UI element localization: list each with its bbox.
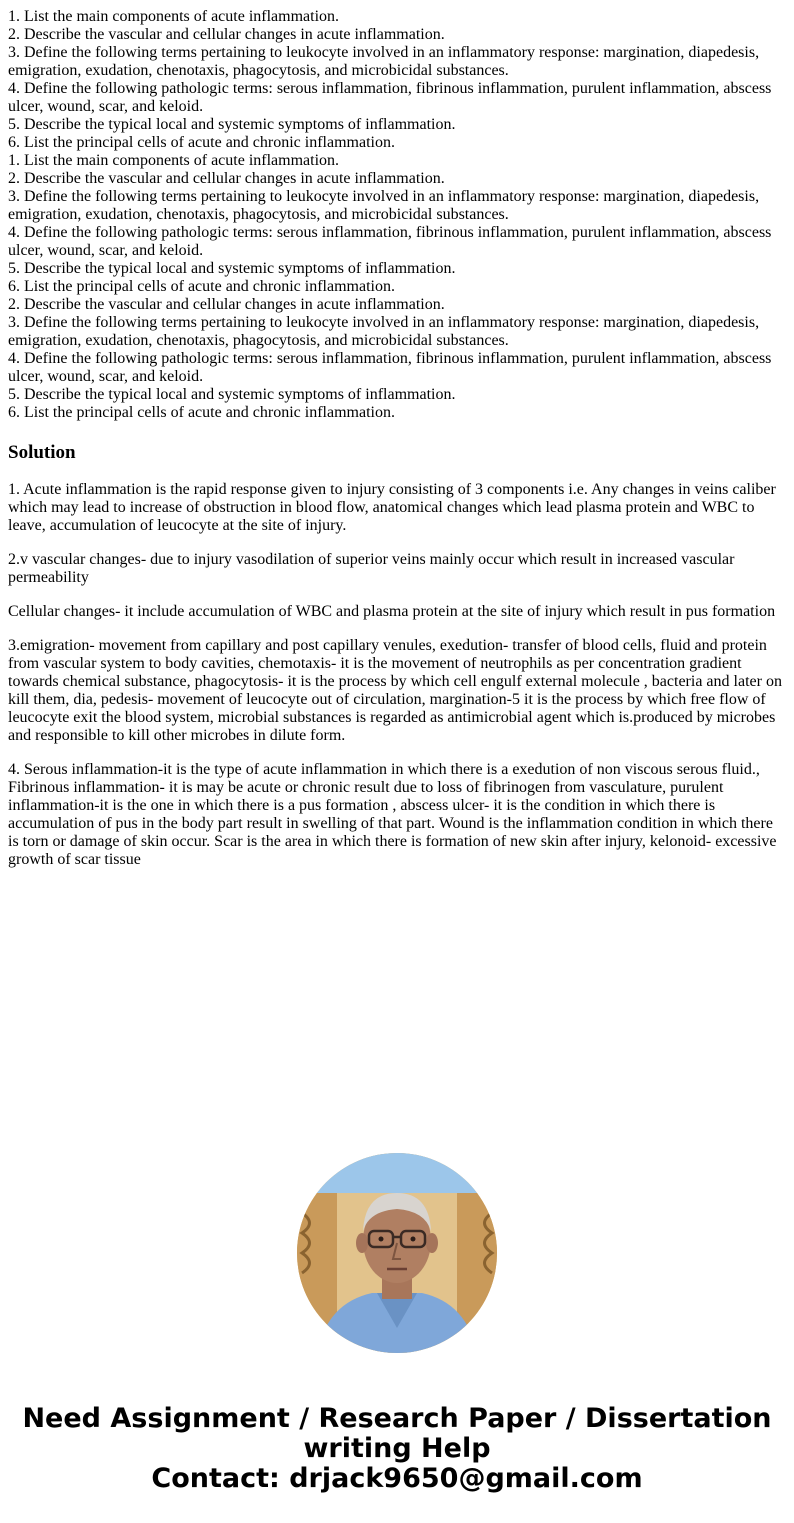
solution-body bbox=[8, 481, 786, 885]
contact-email: Contact: drjack9650@gmail.com bbox=[151, 1463, 643, 1494]
question-item: 5. Describe the typical local and systemic symptoms of inflammation. bbox=[8, 116, 456, 133]
author-portrait-illustration bbox=[297, 1153, 497, 1353]
question-item: 5. Describe the typical local and systemic symptoms of inflammation. bbox=[8, 260, 456, 277]
question-item: 5. Describe the typical local and systemic symptoms of inflammation. bbox=[8, 386, 456, 403]
question-item: 4. Define the following pathologic terms: serous inflammation, fibrinous inflammation, purulent inflammation, abscess ulcer, wound, scar, and keloid. bbox=[8, 350, 772, 385]
question-item: 3. Define the following terms pertaining to leukocyte involved in an inflammatory response: margination, diapedesis, emigration, exudation, chenotaxis, phagocytosis, and microbicidal substances. bbox=[8, 44, 760, 79]
solution-paragraph: 1. Acute inflammation is the rapid response given to injury consisting of 3 components i.e. Any changes in veins caliber which may lead to increase of obstruction in blood flow, anatomical changes which lead plasma protein and WBC to leave, accumulation of leucocyte at the site of injury. bbox=[8, 481, 776, 534]
solution-paragraph: 4. Serous inflammation-it is the type of acute inflammation in which there is a exedution of non viscous serous fluid., Fibrinous inflammation- it is may be acute or chronic result due to loss of fibrinogen from vasculature, purulent inflammation-it is the one in which there is a pus formation , abscess ulcer- it is the condition in which there is accumulation of pus in the body part result in swelling of that part. Wound is the inflammation condition in which there is torn or damage of skin occur. Scar is the area in which there is formation of new skin after injury, kelonoid- excessive growth of scar tissue bbox=[8, 761, 777, 868]
question-item: 3. Define the following terms pertaining to leukocyte involved in an inflammatory response: margination, diapedesis, emigration, exudation, chenotaxis, phagocytosis, and microbicidal substances. bbox=[8, 188, 760, 223]
question-item: 3. Define the following terms pertaining to leukocyte involved in an inflammatory response: margination, diapedesis, emigration, exudation, chenotaxis, phagocytosis, and microbicidal substances. bbox=[8, 314, 760, 349]
question-item: 4. Define the following pathologic terms: serous inflammation, fibrinous inflammation, purulent inflammation, abscess ulcer, wound, scar, and keloid. bbox=[8, 224, 772, 259]
question-item: 2. Describe the vascular and cellular changes in acute inflammation. bbox=[8, 170, 445, 187]
contact-banner bbox=[0, 1404, 794, 1494]
solution-paragraph: Cellular changes- it include accumulation of WBC and plasma protein at the site of injury which result in pus formation bbox=[8, 603, 776, 620]
solution-heading: Solution bbox=[8, 442, 76, 463]
question-item: 2. Describe the vascular and cellular changes in acute inflammation. bbox=[8, 26, 445, 43]
solution-paragraph: 2.v vascular changes- due to injury vasodilation of superior veins mainly occur which result in increased vascular permeability bbox=[8, 551, 735, 586]
solution-paragraph: 3.emigration- movement from capillary and post capillary venules, exedution- transfer of blood cells, fluid and protein from vascular system to body cavities, chemotaxis- it is the movement of neutrophils as per concentration gradient towards chemical substance, phagocytosis- it is the process by which cell engulf external molecule , bacteria and later on kill them, dia, pedesis- movement of leucocyte out of circulation, margination-5 it is the process by which free flow of leucocyte exit the blood system, microbial substances is regarded as antimicrobial agent which is.produced by microbes and responsible to kill other microbes in dilute form. bbox=[8, 637, 782, 744]
author-avatar bbox=[297, 1153, 497, 1353]
question-item: 6. List the principal cells of acute and chronic inflammation. bbox=[8, 134, 395, 151]
question-item: 1. List the main components of acute inflammation. bbox=[8, 152, 340, 169]
question-item: 6. List the principal cells of acute and chronic inflammation. bbox=[8, 278, 395, 295]
question-item: 4. Define the following pathologic terms: serous inflammation, fibrinous inflammation, purulent inflammation, abscess ulcer, wound, scar, and keloid. bbox=[8, 80, 772, 115]
banner-line: writing Help bbox=[303, 1433, 491, 1464]
question-item: 1. List the main components of acute inflammation. bbox=[8, 8, 340, 25]
question-item: 6. List the principal cells of acute and chronic inflammation. bbox=[8, 404, 395, 421]
question-item: 2. Describe the vascular and cellular changes in acute inflammation. bbox=[8, 296, 445, 313]
banner-line: Need Assignment / Research Paper / Dissertation bbox=[22, 1403, 772, 1434]
question-list bbox=[8, 8, 786, 422]
